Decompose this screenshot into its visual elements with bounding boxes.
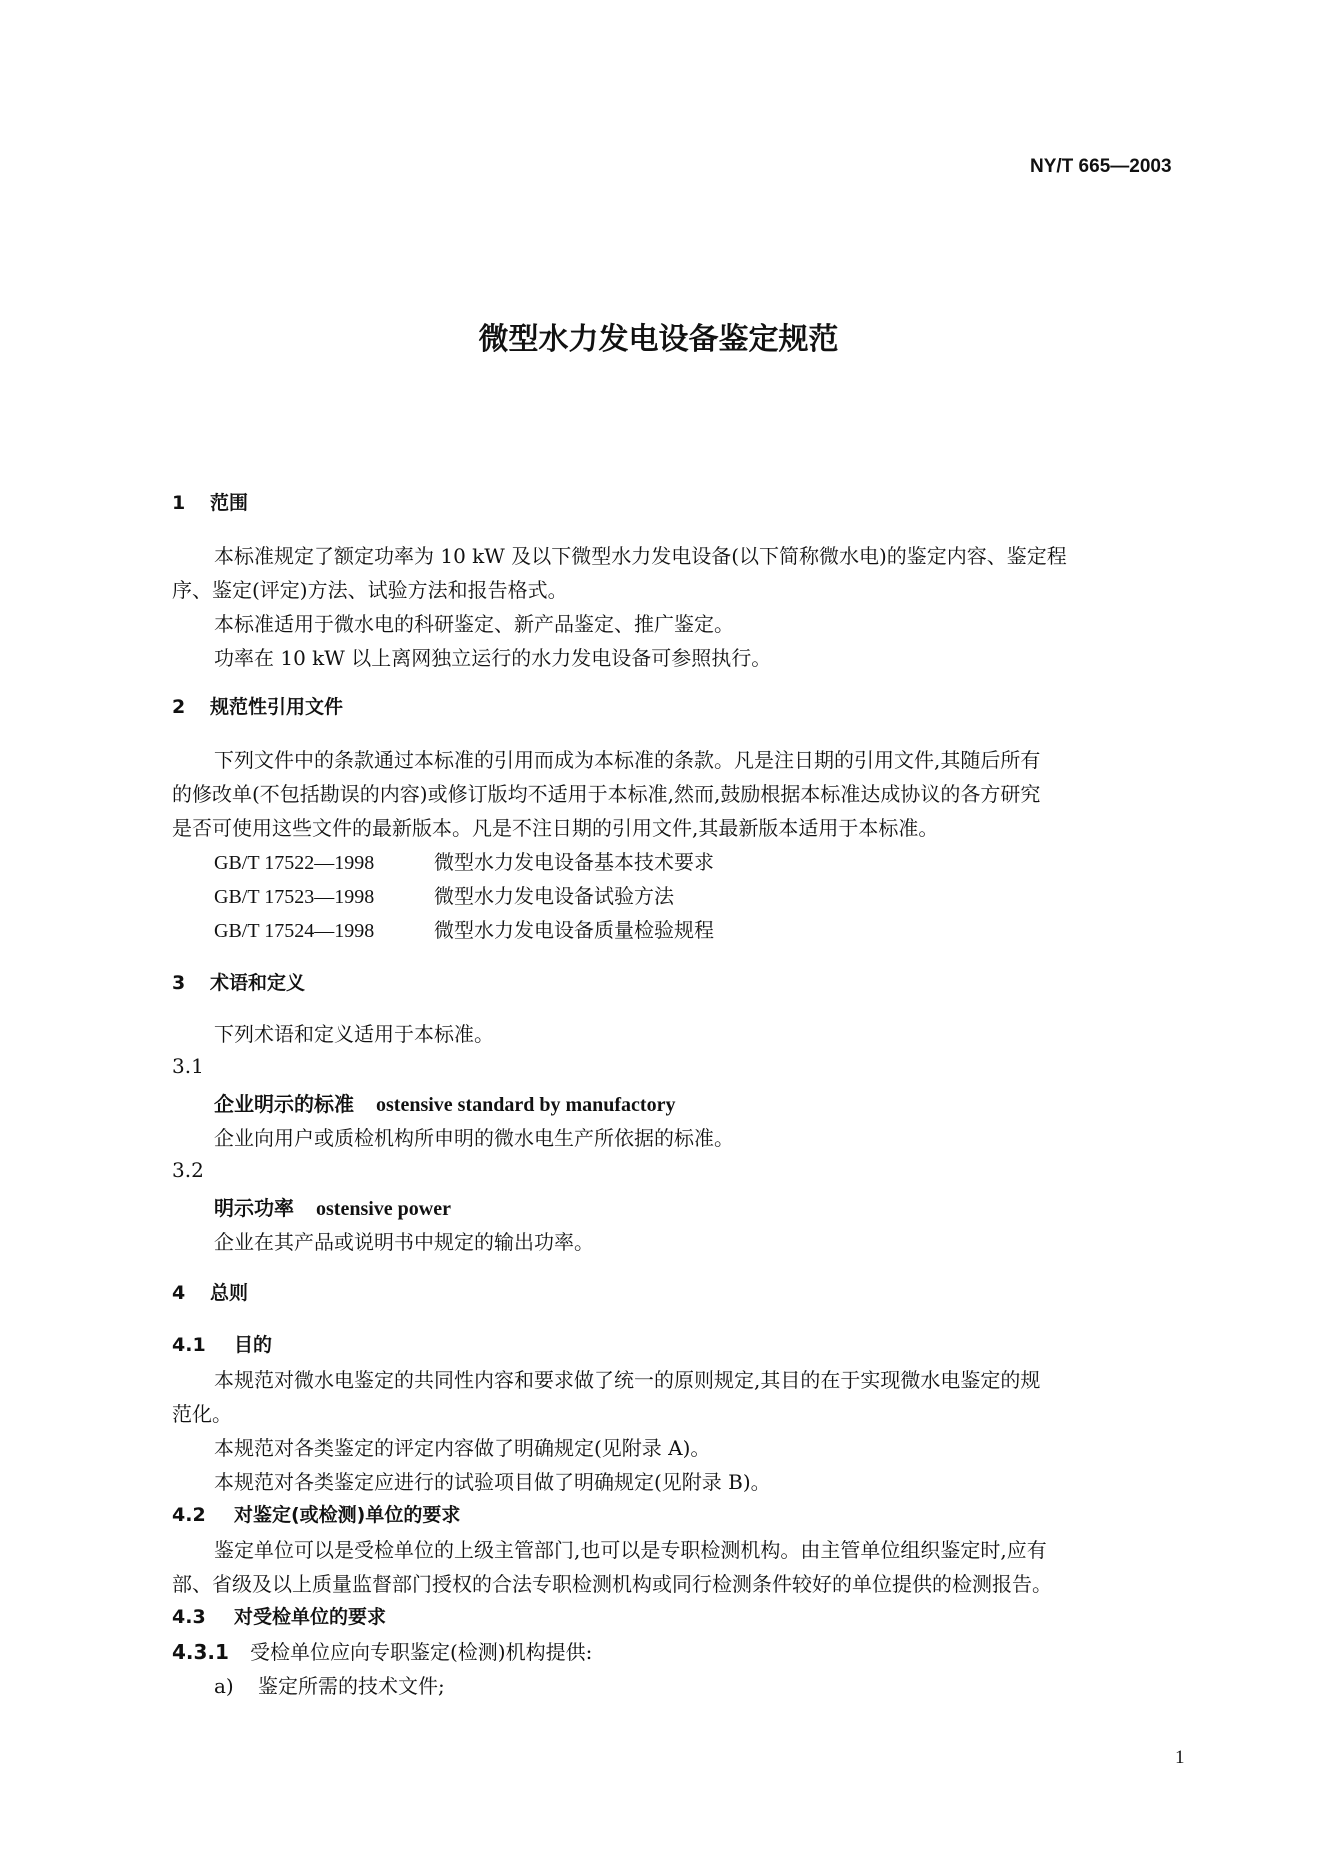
term-number: 3.2	[172, 1158, 204, 1182]
reference-title: 微型水力发电设备质量检验规程	[434, 918, 714, 942]
reference-title: 微型水力发电设备试验方法	[434, 884, 674, 908]
section-number: 2	[172, 696, 186, 718]
paragraph-continuation: 的修改单(不包括勘误的内容)或修订版均不适用于本标准,然而,鼓励根据本标准达成协议的各方研究	[172, 782, 1041, 806]
term-chinese: 企业明示的标准	[214, 1092, 354, 1116]
document-title: 微型水力发电设备鉴定规范	[478, 322, 839, 357]
paragraph: 功率在 10 kW 以上离网独立运行的水力发电设备可参照执行。	[214, 646, 772, 670]
section-title: 总则	[210, 1282, 249, 1304]
paragraph: 下列术语和定义适用于本标准。	[214, 1022, 494, 1046]
term-chinese: 明示功率	[214, 1196, 294, 1220]
clause-number: 4.3.1	[172, 1640, 229, 1664]
standard-number: NY/T 665—2003	[1030, 156, 1172, 177]
paragraph: 鉴定单位可以是受检单位的上级主管部门,也可以是专职检测机构。由主管单位组织鉴定时,应有	[214, 1538, 1047, 1562]
clause-title: 目的	[234, 1334, 273, 1356]
section-number: 3	[172, 972, 186, 994]
page-number: 1	[1175, 1747, 1185, 1768]
paragraph-continuation: 序、鉴定(评定)方法、试验方法和报告格式。	[172, 578, 568, 602]
clause-4-3-heading	[172, 1602, 386, 1629]
section-number: 1	[172, 492, 186, 514]
paragraph: 本规范对微水电鉴定的共同性内容和要求做了统一的原则规定,其目的在于实现微水电鉴定的规	[214, 1368, 1041, 1392]
list-item-text: 鉴定所需的技术文件;	[258, 1674, 445, 1698]
paragraph: 本规范对各类鉴定应进行的试验项目做了明确规定(见附录 B)。	[214, 1470, 771, 1494]
section-3-heading	[172, 968, 305, 995]
term-definition: 企业向用户或质检机构所申明的微水电生产所依据的标准。	[214, 1126, 734, 1150]
section-title: 范围	[210, 492, 249, 514]
section-title: 术语和定义	[210, 972, 306, 994]
reference-title: 微型水力发电设备基本技术要求	[434, 850, 714, 874]
paragraph-continuation: 是否可使用这些文件的最新版本。凡是不注日期的引用文件,其最新版本适用于本标准。	[172, 816, 939, 840]
term-entry	[214, 1192, 451, 1221]
clause-4-2-heading	[172, 1500, 460, 1527]
clause-number: 4.1	[172, 1334, 206, 1356]
section-title: 规范性引用文件	[210, 696, 344, 718]
reference-code: GB/T 17523—1998	[214, 886, 375, 908]
list-item-label: a)	[214, 1674, 234, 1698]
term-entry	[214, 1088, 675, 1117]
clause-4-3-1	[172, 1636, 592, 1665]
list-item	[214, 1670, 445, 1699]
section-2-heading	[172, 692, 343, 719]
clause-title: 对受检单位的要求	[234, 1606, 387, 1628]
term-english: ostensive power	[316, 1198, 451, 1220]
reference-code: GB/T 17522—1998	[214, 852, 375, 874]
section-4-heading	[172, 1278, 248, 1305]
paragraph-continuation: 部、省级及以上质量监督部门授权的合法专职检测机构或同行检测条件较好的单位提供的检测报告。	[172, 1572, 1052, 1596]
paragraph: 下列文件中的条款通过本标准的引用而成为本标准的条款。凡是注日期的引用文件,其随后所有	[214, 748, 1041, 772]
paragraph: 本标准规定了额定功率为 10 kW 及以下微型水力发电设备(以下简称微水电)的鉴定内容、鉴定程	[214, 544, 1067, 568]
term-definition: 企业在其产品或说明书中规定的输出功率。	[214, 1230, 594, 1254]
paragraph-continuation: 范化。	[172, 1402, 232, 1426]
clause-title: 对鉴定(或检测)单位的要求	[234, 1504, 461, 1526]
term-number: 3.1	[172, 1054, 204, 1078]
reference-code: GB/T 17524—1998	[214, 920, 375, 942]
section-number: 4	[172, 1282, 186, 1304]
paragraph: 本规范对各类鉴定的评定内容做了明确规定(见附录 A)。	[214, 1436, 711, 1460]
reference-item	[214, 914, 714, 943]
clause-number: 4.2	[172, 1504, 206, 1526]
section-1-heading	[172, 488, 248, 515]
clause-text: 受检单位应向专职鉴定(检测)机构提供:	[250, 1640, 593, 1664]
reference-item	[214, 846, 714, 875]
clause-number: 4.3	[172, 1606, 206, 1628]
term-english: ostensive standard by manufactory	[376, 1094, 676, 1116]
paragraph: 本标准适用于微水电的科研鉴定、新产品鉴定、推广鉴定。	[214, 612, 734, 636]
clause-4-1-heading	[172, 1330, 272, 1357]
reference-item	[214, 880, 674, 909]
